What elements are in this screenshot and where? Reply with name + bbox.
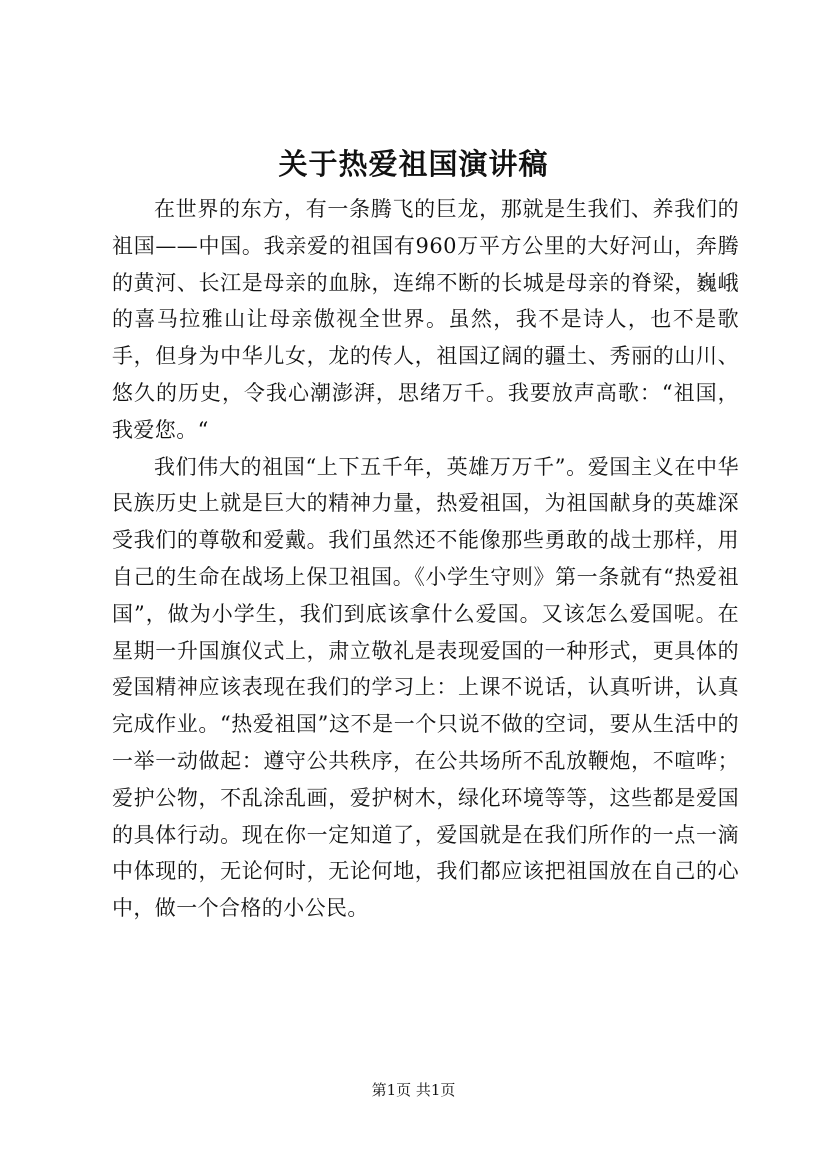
document-title: 关于热爱祖国演讲稿 <box>278 147 549 181</box>
document-body <box>112 191 739 927</box>
paragraph-2: 我们伟大的祖国“上下五千年，英雄万万千”。爱国主义在中华民族历史上就是巨大的精神力量，热爱祖国，为祖国献身的英雄深受我们的尊敬和爱戴。我们虽然还不能像那些勇敢的战士那样，用自己的生命在战场上保卫祖国。《小学生守则》第一条就有“热爱祖国”，做为小学生，我们到底该拿什么爱国。又该怎么爱国呢。在星期一升国旗仪式上，肃立敬礼是表现爱国的一种形式，更具体的爱国精神应该表现在我们的学习上：上课不说话，认真听讲，认真完成作业。“热爱祖国”这不是一个只说不做的空词，要从生活中的一举一动做起：遵守公共秩序，在公共场所不乱放鞭炮，不喧哗；爱护公物，不乱涂乱画，爱护树木，绿化环境等等，这些都是爱国的具体行动。现在你一定知道了，爱国就是在我们所作的一点一滴中体现的，无论何时，无论何地，我们都应该把祖国放在自己的心中，做一个合格的小公民。 <box>112 454 739 921</box>
page-footer: 第1页 共1页 <box>371 1081 456 1099</box>
paragraph-1: 在世界的东方，有一条腾飞的巨龙，那就是生我们、养我们的祖国——中国。我亲爱的祖国有960万平方公里的大好河山，奔腾的黄河、长江是母亲的血脉，连绵不断的长城是母亲的脊梁，巍峨的喜马拉雅山让母亲傲视全世界。虽然，我不是诗人，也不是歌手，但身为中华儿女，龙的传人，祖国辽阔的疆土、秀丽的山川、悠久的历史，令我心潮澎湃，思绪万千。我要放声高歌：“祖国，我爱您。“ <box>112 197 739 442</box>
